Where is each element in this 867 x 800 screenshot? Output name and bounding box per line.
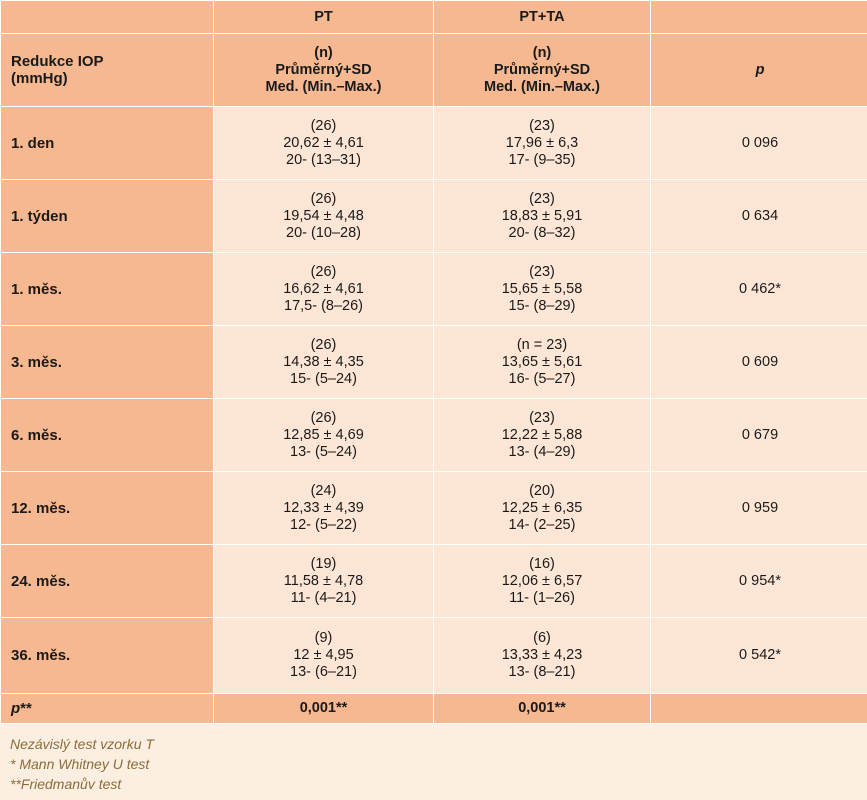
ptta-cell — [434, 180, 651, 253]
table-row — [1, 618, 867, 694]
header-empty-cell — [1, 1, 214, 34]
header-row-label-line2: (mmHg) — [11, 70, 68, 87]
pt-mean: 19,54 ± 4,48 — [283, 207, 364, 224]
ptta-cell — [434, 618, 651, 694]
p-summary-empty — [651, 694, 867, 724]
p-value-cell: 0 954* — [651, 545, 867, 618]
pt-median: 20- (10–28) — [286, 224, 361, 241]
table-row — [1, 180, 867, 253]
pt-mean: 11,58 ± 4,78 — [283, 572, 364, 589]
ptta-n: (23) — [529, 190, 555, 207]
p-value-cell: 0 959 — [651, 472, 867, 545]
pt-mean: 16,62 ± 4,61 — [283, 280, 364, 297]
ptta-cell — [434, 399, 651, 472]
row-label: 6. měs. — [1, 399, 214, 472]
pt-median: 13- (5–24) — [290, 443, 357, 460]
footnote-friedman: **Friedmanův test — [10, 776, 122, 792]
ptta-mean: 12,22 ± 5,88 — [501, 426, 583, 443]
ptta-n: (16) — [529, 555, 555, 572]
ptta-median: 14- (2–25) — [508, 516, 576, 533]
p-value-cell: 0 462* — [651, 253, 867, 326]
header-empty-cell-right — [651, 1, 867, 34]
ptta-cell — [434, 545, 651, 618]
pt-n: (26) — [310, 263, 337, 280]
ptta-mean: 12,06 ± 6,57 — [501, 572, 583, 589]
table-row — [1, 399, 867, 472]
pt-cell — [214, 399, 434, 472]
pt-cell — [214, 326, 434, 399]
header-row-label — [1, 34, 214, 107]
header-pt-med: Med. (Min.–Max.) — [265, 78, 382, 95]
header-pt-stats — [214, 34, 434, 107]
pt-n: (19) — [310, 555, 337, 572]
footnote-mann-whitney: * Mann Whitney U test — [10, 756, 150, 772]
p-summary-label — [1, 694, 214, 724]
pt-n: (9) — [314, 630, 333, 646]
p-summary-pt: 0,001** — [214, 694, 434, 724]
ptta-median: 11- (1–26) — [509, 589, 575, 606]
ptta-mean: 13,33 ± 4,23 — [501, 647, 583, 663]
pt-n: (24) — [310, 482, 337, 499]
table-row — [1, 253, 867, 326]
footnotes — [10, 734, 154, 794]
p-summary-label-suffix: ** — [20, 700, 32, 717]
footnote-t-test: Nezávislý test vzorku T — [10, 736, 154, 752]
pt-mean: 12,33 ± 4,39 — [283, 499, 364, 516]
p-value-cell: 0 542* — [651, 618, 867, 694]
ptta-n: (6) — [533, 630, 551, 646]
ptta-median: 17- (9–35) — [508, 151, 576, 168]
header-ptta-stats — [434, 34, 651, 107]
ptta-mean: 17,96 ± 6,3 — [505, 134, 579, 151]
p-value-cell: 0 679 — [651, 399, 867, 472]
pt-median: 15- (5–24) — [290, 370, 357, 387]
pt-median: 17,5- (8–26) — [284, 297, 363, 314]
header-ptta-mean: Průměrný+SD — [493, 61, 591, 78]
table-row — [1, 472, 867, 545]
pt-cell — [214, 253, 434, 326]
row-label: 1. týden — [1, 180, 214, 253]
table-row — [1, 326, 867, 399]
ptta-median: 16- (5–27) — [508, 370, 576, 387]
ptta-cell — [434, 107, 651, 180]
table-row — [1, 107, 867, 180]
header-row-label-line1: Redukce IOP — [11, 53, 104, 70]
ptta-cell — [434, 253, 651, 326]
row-label: 3. měs. — [1, 326, 214, 399]
pt-cell — [214, 107, 434, 180]
ptta-mean: 12,25 ± 6,35 — [501, 499, 583, 516]
pt-cell — [214, 545, 434, 618]
ptta-median: 13- (4–29) — [508, 443, 576, 460]
header-ptta-n: (n) — [532, 44, 552, 61]
pt-cell — [214, 618, 434, 694]
row-label: 12. měs. — [1, 472, 214, 545]
row-label: 1. měs. — [1, 253, 214, 326]
pt-n: (26) — [310, 409, 337, 426]
header-p: p — [651, 34, 867, 107]
pt-median: 12- (5–22) — [290, 516, 357, 533]
table-row — [1, 545, 867, 618]
ptta-mean: 15,65 ± 5,58 — [501, 280, 583, 297]
header-ptta-med: Med. (Min.–Max.) — [483, 78, 600, 95]
pt-mean: 12,85 ± 4,69 — [283, 426, 364, 443]
ptta-median: 13- (8–21) — [508, 664, 576, 680]
header-pt-n: (n) — [314, 44, 333, 61]
p-value-cell: 0 634 — [651, 180, 867, 253]
p-summary-label-p: p — [11, 700, 21, 717]
ptta-mean: 13,65 ± 5,61 — [501, 353, 583, 370]
row-label: 36. měs. — [1, 618, 214, 694]
ptta-n: (23) — [529, 263, 555, 280]
ptta-cell — [434, 326, 651, 399]
pt-median: 20- (13–31) — [286, 151, 361, 168]
p-summary-ptta: 0,001** — [434, 694, 651, 724]
ptta-n: (23) — [529, 409, 555, 426]
pt-mean: 14,38 ± 4,35 — [283, 353, 364, 370]
ptta-mean: 18,83 ± 5,91 — [501, 207, 583, 224]
pt-mean: 12 ± 4,95 — [293, 647, 354, 663]
p-summary-row — [1, 694, 867, 724]
p-value-cell: 0 096 — [651, 107, 867, 180]
header-row-top — [1, 1, 867, 34]
pt-cell — [214, 472, 434, 545]
p-value-cell: 0 609 — [651, 326, 867, 399]
pt-n: (26) — [310, 190, 337, 207]
header-row-sub — [1, 34, 867, 107]
header-pt-mean: Průměrný+SD — [275, 61, 372, 78]
ptta-n: (n = 23) — [516, 336, 568, 353]
row-label: 24. měs. — [1, 545, 214, 618]
ptta-n: (20) — [529, 482, 555, 499]
pt-n: (26) — [310, 336, 337, 353]
header-pt: PT — [214, 1, 434, 34]
pt-n: (26) — [310, 117, 337, 134]
row-label: 1. den — [1, 107, 214, 180]
header-ptta: PT+TA — [434, 1, 651, 34]
ptta-median: 20- (8–32) — [508, 224, 576, 241]
pt-median: 13- (6–21) — [290, 664, 357, 680]
ptta-cell — [434, 472, 651, 545]
ptta-median: 15- (8–29) — [508, 297, 576, 314]
pt-cell — [214, 180, 434, 253]
ptta-n: (23) — [529, 117, 555, 134]
pt-mean: 20,62 ± 4,61 — [283, 134, 364, 151]
pt-median: 11- (4–21) — [290, 589, 357, 606]
